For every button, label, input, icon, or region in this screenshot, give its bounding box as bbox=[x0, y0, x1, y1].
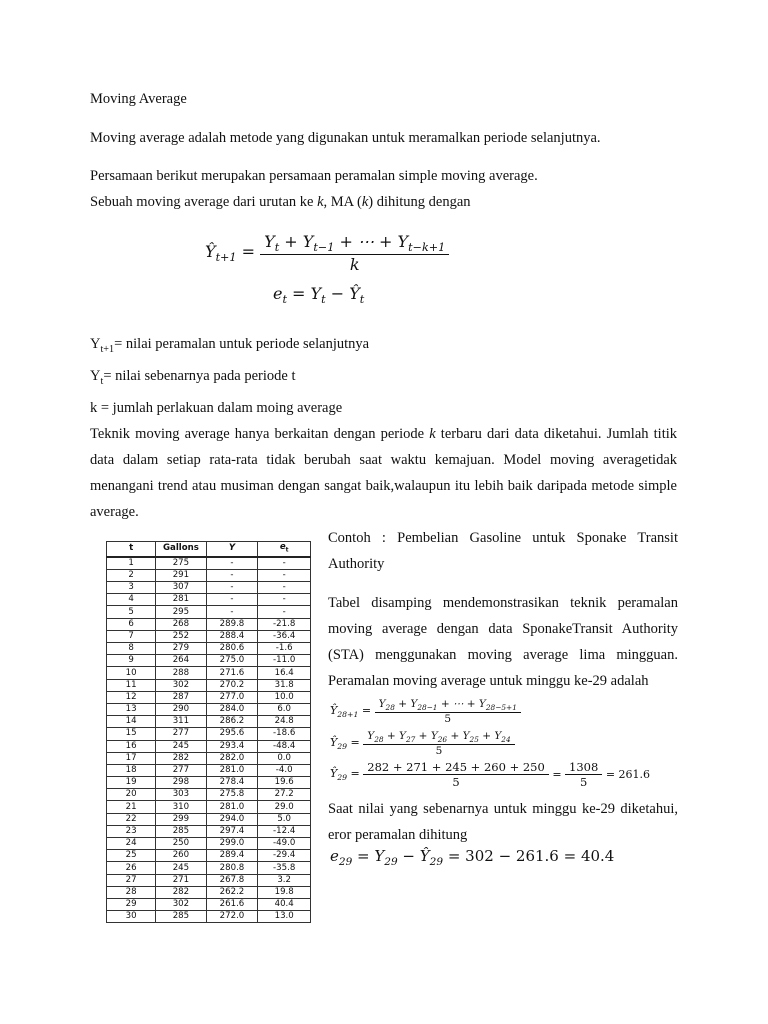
table-cell: 299.0 bbox=[206, 838, 258, 850]
table-cell: - bbox=[258, 594, 311, 606]
table-cell: 2 bbox=[107, 569, 156, 581]
column-header-e: $e_t$ bbox=[258, 542, 311, 557]
table-cell: 288.4 bbox=[206, 630, 258, 642]
table-cell: 19 bbox=[107, 777, 156, 789]
table-cell: 13.0 bbox=[258, 911, 311, 923]
table-cell: 282 bbox=[156, 886, 206, 898]
table-row bbox=[107, 643, 311, 655]
table-cell: - bbox=[258, 569, 311, 581]
table-cell: 275.8 bbox=[206, 789, 258, 801]
table-cell: 288 bbox=[156, 667, 206, 679]
table-row bbox=[107, 764, 311, 776]
table-cell: 3.2 bbox=[258, 874, 311, 886]
table-cell: 252 bbox=[156, 630, 206, 642]
table-cell: 9 bbox=[107, 655, 156, 667]
table-cell: 13 bbox=[107, 703, 156, 715]
table-cell: 21 bbox=[107, 801, 156, 813]
table-cell: 284.0 bbox=[206, 703, 258, 715]
table-cell: - bbox=[258, 557, 311, 570]
table-cell: -11.0 bbox=[258, 655, 311, 667]
table-cell: 302 bbox=[156, 898, 206, 910]
forecast-formula-expanded: $Ŷ_{29}$ = $\frac{Y_{28} + Y_{27} + Y_{26} + Y_{25} + Y_{24}}{5}$ bbox=[330, 730, 515, 757]
table-row bbox=[107, 667, 311, 679]
table-cell: 285 bbox=[156, 825, 206, 837]
forecast-formula-general: $Ŷ_{28+1}$ = $\frac{Y_{28} + Y_{28-1} + \cdots + Y_{28-5+1}}{5}$ bbox=[330, 698, 521, 725]
table-cell: 271.6 bbox=[206, 667, 258, 679]
table-cell: 15 bbox=[107, 728, 156, 740]
table-cell: 290 bbox=[156, 703, 206, 715]
column-header-y: Y bbox=[206, 542, 258, 557]
table-row bbox=[107, 825, 311, 837]
table-cell: 299 bbox=[156, 813, 206, 825]
table-cell: 277 bbox=[156, 728, 206, 740]
table-cell: 268 bbox=[156, 618, 206, 630]
table-row bbox=[107, 789, 311, 801]
table-row bbox=[107, 569, 311, 581]
table-cell: -18.6 bbox=[258, 728, 311, 740]
table-cell: - bbox=[206, 582, 258, 594]
table-row bbox=[107, 874, 311, 886]
table-cell: - bbox=[258, 582, 311, 594]
table-cell: 267.8 bbox=[206, 874, 258, 886]
table-cell: -12.4 bbox=[258, 825, 311, 837]
table-cell: -48.4 bbox=[258, 740, 311, 752]
table-cell: 260 bbox=[156, 850, 206, 862]
table-cell: - bbox=[206, 557, 258, 570]
table-cell: -49.0 bbox=[258, 838, 311, 850]
table-cell: 272.0 bbox=[206, 911, 258, 923]
table-cell: 25 bbox=[107, 850, 156, 862]
table-cell: 11 bbox=[107, 679, 156, 691]
table-cell: 6.0 bbox=[258, 703, 311, 715]
table-row bbox=[107, 898, 311, 910]
table-cell: 279 bbox=[156, 643, 206, 655]
table-row bbox=[107, 801, 311, 813]
error-formula: $e_t = Y_t$ − $Ŷ_t$ bbox=[273, 284, 365, 307]
definition-k: k = jumlah perlakuan dalam moing average bbox=[90, 399, 343, 416]
table-cell: 23 bbox=[107, 825, 156, 837]
table-cell: 245 bbox=[156, 740, 206, 752]
table-row bbox=[107, 557, 311, 570]
table-cell: 311 bbox=[156, 716, 206, 728]
table-row bbox=[107, 886, 311, 898]
table-cell: 293.4 bbox=[206, 740, 258, 752]
definition-forecast: $Y_{t+1}=$ nilai peramalan untuk periode selanjutnya bbox=[90, 336, 370, 355]
table-cell: 302 bbox=[156, 679, 206, 691]
table-cell: 298 bbox=[156, 777, 206, 789]
table-cell: 281.0 bbox=[206, 801, 258, 813]
table-cell: 303 bbox=[156, 789, 206, 801]
definitions-list bbox=[90, 331, 369, 421]
table-cell: 295 bbox=[156, 606, 206, 618]
table-cell: 19.8 bbox=[258, 886, 311, 898]
table-cell: 270.2 bbox=[206, 679, 258, 691]
table-cell: 6 bbox=[107, 618, 156, 630]
table-cell: 277 bbox=[156, 764, 206, 776]
definition-actual: $Y_t=$ nilai sebenarnya pada periode t bbox=[90, 367, 296, 387]
table-cell: 291 bbox=[156, 569, 206, 581]
technique-paragraph: Teknik moving average hanya berkaitan dengan periode k terbaru dari data diketahui. Jumlah titik data dalam setiap rata-rata tidak berubah saat waktu kemajuan. Model moving averagetidak menangani trend atau musiman dengan sangat baik,walaupun itu lebih baik daripada metode simple average. bbox=[90, 426, 677, 520]
table-cell: 261.6 bbox=[206, 898, 258, 910]
table-cell: -1.6 bbox=[258, 643, 311, 655]
table-row bbox=[107, 655, 311, 667]
table-cell: 297.4 bbox=[206, 825, 258, 837]
table-cell: 18 bbox=[107, 764, 156, 776]
table-cell: 31.8 bbox=[258, 679, 311, 691]
table-cell: 7 bbox=[107, 630, 156, 642]
table-cell: 8 bbox=[107, 643, 156, 655]
equation-intro: Persamaan berikut merupakan persamaan peramalan simple moving average. bbox=[90, 168, 538, 184]
table-cell: 285 bbox=[156, 911, 206, 923]
table-cell: 24 bbox=[107, 838, 156, 850]
ma-sentence: Sebuah moving average dari urutan ke k, MA (k) dihitung dengan bbox=[90, 194, 471, 210]
table-cell: 40.4 bbox=[258, 898, 311, 910]
table-cell: 310 bbox=[156, 801, 206, 813]
table-cell: - bbox=[258, 606, 311, 618]
table-cell: - bbox=[206, 606, 258, 618]
gasoline-table bbox=[106, 541, 311, 923]
table-cell: 29.0 bbox=[258, 801, 311, 813]
table-cell: 29 bbox=[107, 898, 156, 910]
table-cell: - bbox=[206, 594, 258, 606]
table-cell: 271 bbox=[156, 874, 206, 886]
table-row bbox=[107, 777, 311, 789]
table-cell: 0.0 bbox=[258, 752, 311, 764]
table-cell: 287 bbox=[156, 691, 206, 703]
table-cell: -29.4 bbox=[258, 850, 311, 862]
table-row bbox=[107, 716, 311, 728]
table-row bbox=[107, 752, 311, 764]
table-cell: 280.8 bbox=[206, 862, 258, 874]
table-row bbox=[107, 703, 311, 715]
table-row bbox=[107, 606, 311, 618]
table-cell: 14 bbox=[107, 716, 156, 728]
table-cell: 3 bbox=[107, 582, 156, 594]
table-row bbox=[107, 691, 311, 703]
table-cell: 1 bbox=[107, 557, 156, 570]
table-cell: 5 bbox=[107, 606, 156, 618]
table-row bbox=[107, 911, 311, 923]
table-cell: 5.0 bbox=[258, 813, 311, 825]
table-cell: 289.4 bbox=[206, 850, 258, 862]
table-row bbox=[107, 618, 311, 630]
moving-average-formula: $Ŷ_{t+1}$ = $\frac{Y_t + Y_{t-1} + \cdots + Y_{t-k+1}}{k}$ bbox=[205, 232, 449, 274]
table-row bbox=[107, 813, 311, 825]
table-cell: -21.8 bbox=[258, 618, 311, 630]
table-row bbox=[107, 594, 311, 606]
column-header-t: t bbox=[107, 542, 156, 557]
table-cell: 282 bbox=[156, 752, 206, 764]
error-calculation: $e_{29} = Y_{29}$ − $Ŷ_{29} = 302 - 261.6 = 40.4$ bbox=[330, 847, 615, 868]
forecast-calculation: $Ŷ_{29}$ = $\frac{282 + 271 + 245 + 260 + 250}{5}$ = $\frac{1308}{5}$ = 261.6 bbox=[330, 760, 651, 789]
table-cell: 245 bbox=[156, 862, 206, 874]
intro-paragraph: Moving average adalah metode yang digunakan untuk meramalkan periode selanjutnya. bbox=[90, 130, 601, 146]
table-cell: -4.0 bbox=[258, 764, 311, 776]
table-cell: 307 bbox=[156, 582, 206, 594]
table-cell: 275.0 bbox=[206, 655, 258, 667]
table-row bbox=[107, 728, 311, 740]
table-row bbox=[107, 630, 311, 642]
table-cell: - bbox=[206, 569, 258, 581]
table-cell: 295.6 bbox=[206, 728, 258, 740]
table-cell: 26 bbox=[107, 862, 156, 874]
table-cell: -35.8 bbox=[258, 862, 311, 874]
table-row bbox=[107, 862, 311, 874]
table-cell: 27 bbox=[107, 874, 156, 886]
table-row bbox=[107, 838, 311, 850]
table-row bbox=[107, 582, 311, 594]
table-cell: 19.6 bbox=[258, 777, 311, 789]
example-title: Contoh : Pembelian Gasoline untuk Sponake Transit Authority bbox=[328, 530, 678, 572]
table-cell: 24.8 bbox=[258, 716, 311, 728]
table-cell: 4 bbox=[107, 594, 156, 606]
table-row bbox=[107, 679, 311, 691]
table-cell: 281.0 bbox=[206, 764, 258, 776]
table-cell: 17 bbox=[107, 752, 156, 764]
table-cell: 27.2 bbox=[258, 789, 311, 801]
table-cell: 278.4 bbox=[206, 777, 258, 789]
table-cell: 282.0 bbox=[206, 752, 258, 764]
table-cell: 294.0 bbox=[206, 813, 258, 825]
table-cell: 30 bbox=[107, 911, 156, 923]
table-cell: 10.0 bbox=[258, 691, 311, 703]
page-title: Moving Average bbox=[90, 91, 187, 107]
table-row bbox=[107, 850, 311, 862]
table-cell: 20 bbox=[107, 789, 156, 801]
table-cell: 277.0 bbox=[206, 691, 258, 703]
table-cell: 264 bbox=[156, 655, 206, 667]
table-cell: 289.8 bbox=[206, 618, 258, 630]
table-cell: 286.2 bbox=[206, 716, 258, 728]
table-cell: 10 bbox=[107, 667, 156, 679]
table-cell: 281 bbox=[156, 594, 206, 606]
table-cell: 22 bbox=[107, 813, 156, 825]
actual-value-paragraph: Saat nilai yang sebenarnya untuk minggu ke-29 diketahui, eror peramalan dihitung bbox=[328, 801, 678, 843]
table-cell: 280.6 bbox=[206, 643, 258, 655]
table-cell: 12 bbox=[107, 691, 156, 703]
table-cell: 16 bbox=[107, 740, 156, 752]
table-cell: 262.2 bbox=[206, 886, 258, 898]
column-header-gallons: Gallons bbox=[156, 542, 206, 557]
table-cell: -36.4 bbox=[258, 630, 311, 642]
table-cell: 275 bbox=[156, 557, 206, 570]
table-cell: 250 bbox=[156, 838, 206, 850]
table-row bbox=[107, 740, 311, 752]
table-cell: 28 bbox=[107, 886, 156, 898]
table-cell: 16.4 bbox=[258, 667, 311, 679]
example-paragraph: Tabel disamping mendemonstrasikan teknik peramalan moving average dengan data SponakeTransit Authority (STA) menggunakan moving average lima mingguan. Peramalan moving average untuk minggu ke-29 adalah bbox=[328, 595, 678, 689]
